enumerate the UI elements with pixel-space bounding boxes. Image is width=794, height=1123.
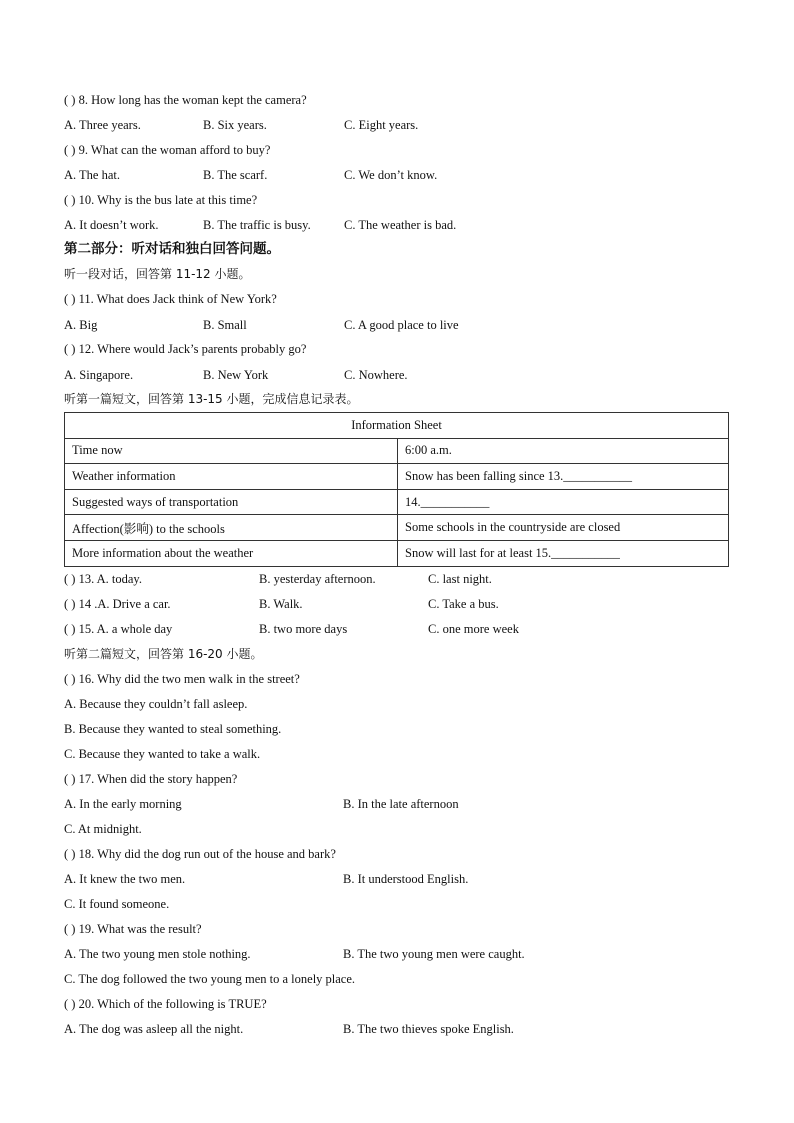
table-cell-label: Time now: [65, 438, 398, 464]
table-cell-value: 14.___________: [398, 489, 729, 515]
question-10: ( ) 10. Why is the bus late at this time?: [64, 193, 258, 207]
table-header-row: [65, 413, 729, 439]
option-19b: B. The two young men were caught.: [343, 947, 525, 961]
option-12b: B. New York: [203, 368, 269, 382]
question-8: ( ) 8. How long has the woman kept the camera?: [64, 93, 307, 107]
information-sheet-table: [64, 412, 729, 567]
option-9c: C. We don’t know.: [344, 168, 438, 182]
dialogue-intro: 听一段对话，回答第 11-12 小题。: [64, 267, 251, 281]
option-20a: A. The dog was asleep all the night.: [64, 1022, 244, 1036]
option-15b: B. two more days: [259, 622, 348, 636]
question-14-stem: ( ) 14 .A. Drive a car.: [64, 597, 171, 611]
table-cell-label: Suggested ways of transportation: [65, 489, 398, 515]
option-17b: B. In the late afternoon: [343, 797, 459, 811]
passage2-intro: 听第二篇短文，回答第 16-20 小题。: [64, 647, 263, 661]
option-17a: A. In the early morning: [64, 797, 182, 811]
question-13-stem: ( ) 13. A. today.: [64, 572, 142, 586]
option-13c: C. last night.: [428, 572, 492, 586]
option-16a: A. Because they couldn’t fall asleep.: [64, 697, 248, 711]
table-row: [65, 438, 729, 464]
passage1-intro: 听第一篇短文，回答第 13-15 小题，完成信息记录表。: [64, 392, 359, 406]
table-row: [65, 515, 729, 541]
option-16c: C. Because they wanted to take a walk.: [64, 747, 261, 761]
option-8a: A. Three years.: [64, 118, 141, 132]
part2-heading: 第二部分：听对话和独白回答问题。: [64, 241, 280, 257]
option-10b: B. The traffic is busy.: [203, 218, 311, 232]
option-19c: C. The dog followed the two young men to a lonely place.: [64, 972, 356, 986]
option-15c: C. one more week: [428, 622, 519, 636]
option-12c: C. Nowhere.: [344, 368, 408, 382]
table-cell-value: Snow has been falling since 13.___________: [398, 464, 729, 490]
option-14c: C. Take a bus.: [428, 597, 499, 611]
question-18: ( ) 18. Why did the dog run out of the house and bark?: [64, 847, 336, 861]
option-8b: B. Six years.: [203, 118, 267, 132]
table-title: Information Sheet: [65, 413, 729, 439]
question-11: ( ) 11. What does Jack think of New York?: [64, 292, 277, 306]
option-18c: C. It found someone.: [64, 897, 170, 911]
question-15-stem: ( ) 15. A. a whole day: [64, 622, 173, 636]
question-9: ( ) 9. What can the woman afford to buy?: [64, 143, 271, 157]
option-11b: B. Small: [203, 318, 247, 332]
table-row: [65, 540, 729, 566]
option-14b: B. Walk.: [259, 597, 303, 611]
option-20b: B. The two thieves spoke English.: [343, 1022, 514, 1036]
table-cell-label: More information about the weather: [65, 540, 398, 566]
option-12a: A. Singapore.: [64, 368, 134, 382]
table-cell-value: Snow will last for at least 15.___________: [398, 540, 729, 566]
option-18a: A. It knew the two men.: [64, 872, 186, 886]
option-18b: B. It understood English.: [343, 872, 469, 886]
option-10a: A. It doesn’t work.: [64, 218, 159, 232]
table-cell-label: Weather information: [65, 464, 398, 490]
option-11a: A. Big: [64, 318, 98, 332]
question-16: ( ) 16. Why did the two men walk in the street?: [64, 672, 300, 686]
option-9b: B. The scarf.: [203, 168, 268, 182]
question-19: ( ) 19. What was the result?: [64, 922, 202, 936]
option-13b: B. yesterday afternoon.: [259, 572, 376, 586]
option-19a: A. The two young men stole nothing.: [64, 947, 251, 961]
option-9a: A. The hat.: [64, 168, 121, 182]
question-17: ( ) 17. When did the story happen?: [64, 772, 238, 786]
question-20: ( ) 20. Which of the following is TRUE?: [64, 997, 267, 1011]
table-cell-value: Some schools in the countryside are closed: [398, 515, 729, 541]
table-cell-value: 6:00 a.m.: [398, 438, 729, 464]
table-cell-label: Affection(影响) to the schools: [65, 515, 398, 541]
option-10c: C. The weather is bad.: [344, 218, 457, 232]
table-row: [65, 489, 729, 515]
option-8c: C. Eight years.: [344, 118, 419, 132]
question-12: ( ) 12. Where would Jack’s parents probably go?: [64, 342, 307, 356]
table-row: [65, 464, 729, 490]
option-16b: B. Because they wanted to steal something.: [64, 722, 282, 736]
option-17c: C. At midnight.: [64, 822, 142, 836]
option-11c: C. A good place to live: [344, 318, 459, 332]
